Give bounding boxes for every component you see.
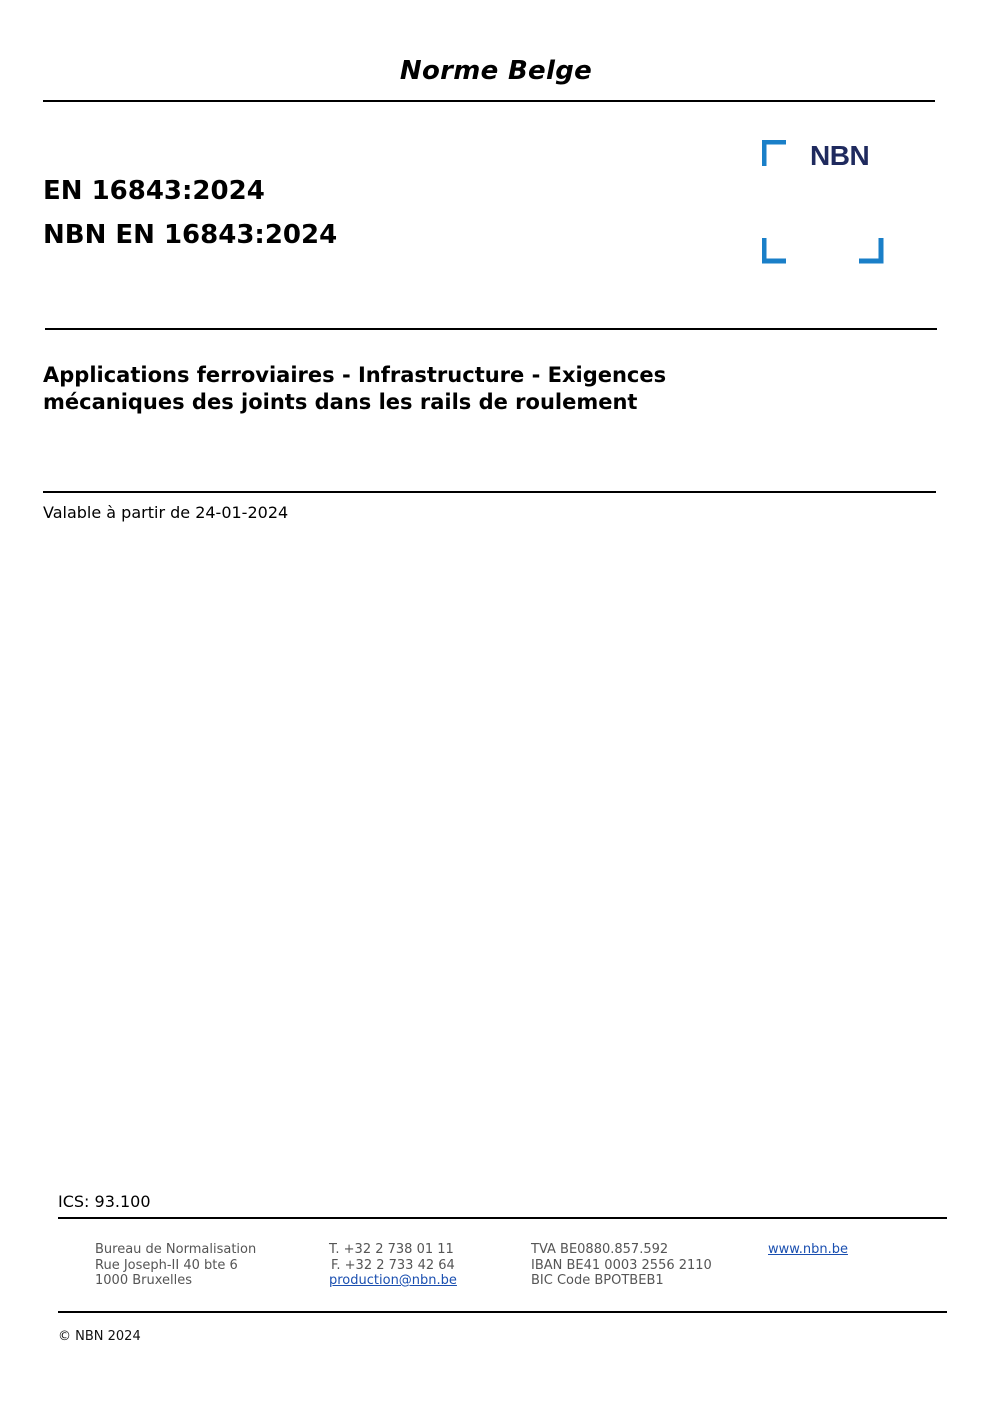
validity-date: Valable à partir de 24-01-2024 bbox=[43, 503, 289, 522]
footer-bank bbox=[531, 1242, 712, 1289]
footer-contact bbox=[329, 1242, 457, 1289]
address-line: Rue Joseph-II 40 bte 6 bbox=[95, 1257, 238, 1273]
footer-web bbox=[768, 1242, 848, 1258]
document-title-line1: Applications ferroviaires - Infrastructure - Exigences bbox=[43, 363, 667, 387]
bic-code: BIC Code BPOTBEB1 bbox=[531, 1273, 664, 1288]
header-divider bbox=[43, 100, 935, 102]
nbn-logo bbox=[762, 140, 886, 264]
iban: IBAN BE41 0003 2556 2110 bbox=[531, 1257, 712, 1273]
logo-text: NBN bbox=[810, 140, 870, 171]
vat-number: TVA BE0880.857.592 bbox=[531, 1242, 669, 1257]
email-link[interactable]: production@nbn.be bbox=[329, 1273, 457, 1288]
footer-address bbox=[95, 1242, 256, 1289]
address-line: Bureau de Normalisation bbox=[95, 1242, 257, 1257]
document-title bbox=[43, 362, 783, 416]
phone-number: T. +32 2 738 01 11 bbox=[329, 1242, 454, 1257]
ics-code: ICS: 93.100 bbox=[58, 1192, 151, 1211]
copyright: © NBN 2024 bbox=[58, 1329, 141, 1344]
website-link[interactable]: www.nbn.be bbox=[768, 1242, 848, 1257]
fax-number: F. +32 2 733 42 64 bbox=[331, 1257, 455, 1273]
standard-code-nbn: NBN EN 16843:2024 bbox=[43, 220, 338, 250]
standard-code-en: EN 16843:2024 bbox=[43, 176, 265, 206]
footer-divider-bottom bbox=[58, 1311, 947, 1313]
header-title: Norme Belge bbox=[399, 56, 593, 86]
address-line: 1000 Bruxelles bbox=[95, 1273, 193, 1288]
title-divider-top bbox=[45, 328, 937, 330]
footer-divider-top bbox=[58, 1217, 947, 1219]
document-title-line2: mécaniques des joints dans les rails de roulement bbox=[43, 390, 638, 414]
title-divider-bottom bbox=[43, 491, 936, 493]
